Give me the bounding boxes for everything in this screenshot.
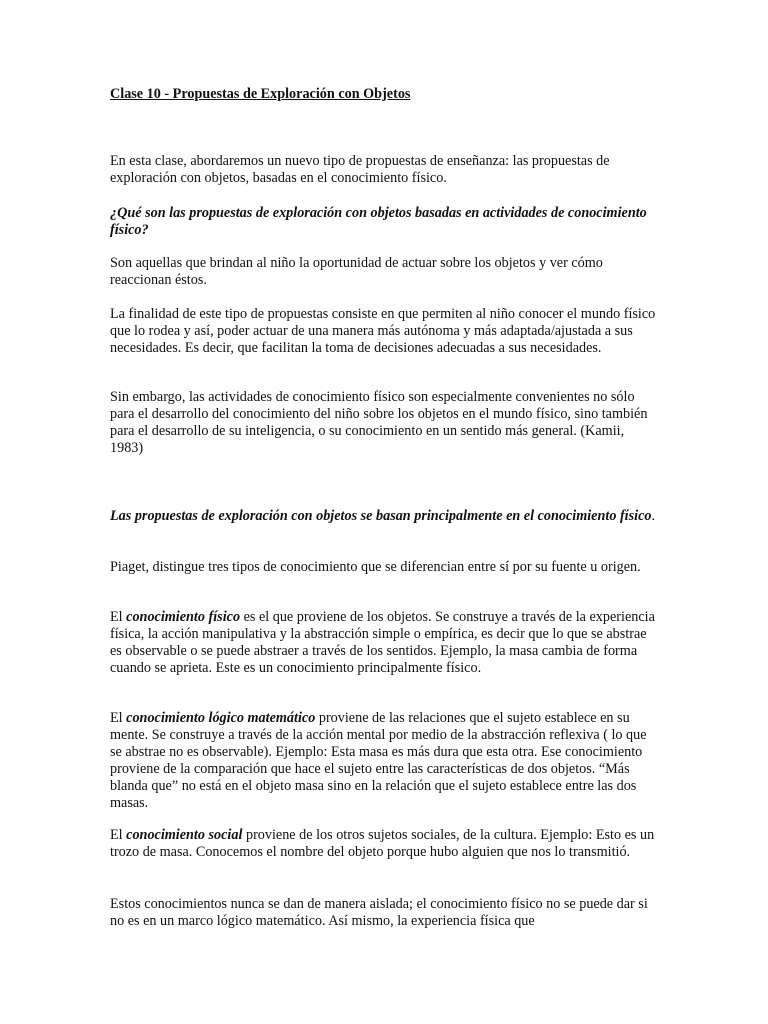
- document-title: Clase 10 - Propuestas de Exploración con Objetos: [110, 86, 411, 102]
- section-heading-text: Las propuestas de exploración con objetos se basan principalmente en el conocimiento físico: [110, 508, 652, 524]
- term-conocimiento-social: conocimiento social: [126, 827, 243, 843]
- paragraph-piaget: Piaget, distingue tres tipos de conocimiento que se diferencian entre sí por su fuente u origen.: [110, 559, 641, 575]
- paragraph-conocimiento-logico: [110, 710, 658, 812]
- document-page: [110, 0, 658, 1024]
- paragraph-prefix: El: [110, 827, 127, 843]
- paragraph-aquellas: Son aquellas que brindan al niño la oportunidad de actuar sobre los objetos y ver cómo reaccionan éstos.: [110, 255, 603, 288]
- section-heading-propuestas: [110, 508, 658, 525]
- paragraph-intro: En esta clase, abordaremos un nuevo tipo de propuestas de enseñanza: las propuestas de exploración con objetos, basadas en el conocimiento físico.: [110, 153, 610, 186]
- section-heading-period: .: [651, 508, 656, 524]
- paragraph-body: proviene de los otros sujetos sociales, de la cultura. Ejemplo: Esto es un trozo de masa. Conocemos el nombre del objeto porque hubo alguien que nos lo transmitió.: [110, 827, 655, 860]
- paragraph-prefix: El: [110, 710, 127, 726]
- paragraph-conocimiento-fisico: [110, 609, 658, 677]
- paragraph-conocimiento-social: [110, 827, 658, 861]
- paragraph-body: proviene de las relaciones que el sujeto establece en su mente. Se construye a través de la acción mental por medio de la abstracción reflexiva ( lo que se abstrae no es observable). Ejemplo: Esta masa es más dura que esta otra. Ese conocimiento proviene de la comparación que hace el sujeto entre las características de dos objetos. “Más blanda que” no está en el objeto masa sino en la relación que el sujeto establece entre las dos masas.: [110, 710, 647, 811]
- term-conocimiento-fisico: conocimiento físico: [126, 609, 241, 625]
- term-conocimiento-logico-matematico: conocimiento lógico matemático: [126, 710, 316, 726]
- paragraph-sin-embargo: Sin embargo, las actividades de conocimiento físico son especialmente convenientes no sólo para el desarrollo del conocimiento del niño sobre los objetos en el mundo físico, sino también para el desarrollo de su inteligencia, o su conocimiento en un sentido más general. (Kamii, 1983): [110, 389, 648, 456]
- paragraph-estos-conocimientos: Estos conocimientos nunca se dan de manera aislada; el conocimiento físico no se puede dar si no es en un marco lógico matemático. Así mismo, la experiencia física que: [110, 896, 648, 929]
- paragraph-prefix: El: [110, 609, 127, 625]
- paragraph-finalidad: La finalidad de este tipo de propuestas consiste en que permiten al niño conocer el mundo físico que lo rodea y así, poder actuar de una manera más autónoma y más adaptada/ajustada a sus necesidades. Es decir, que facilitan la toma de decisiones adecuadas a sus necesidades.: [110, 306, 656, 356]
- section-heading-que-son: ¿Qué son las propuestas de exploración con objetos basadas en actividades de conocimiento físico?: [110, 205, 647, 238]
- paragraph-body: es el que proviene de los objetos. Se construye a través de la experiencia física, la acción manipulativa y la abstracción simple o empírica, es decir que lo que se abstrae es observable o se puede abstraer a través de los sentidos. Ejemplo, la masa cambia de forma cuando se aprieta. Este es un conocimiento principalmente físico.: [110, 609, 655, 676]
